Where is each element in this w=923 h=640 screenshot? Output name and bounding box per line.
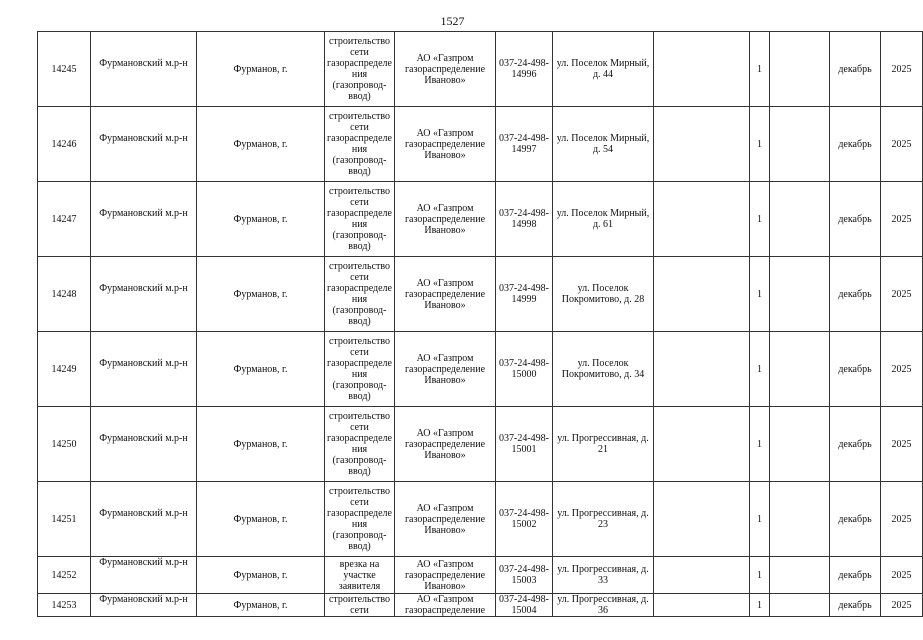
year-text: 2025 bbox=[891, 569, 912, 581]
count-text: 1 bbox=[757, 438, 762, 450]
settlement-text: Фурманов, г. bbox=[233, 288, 288, 300]
count-text: 1 bbox=[757, 569, 762, 581]
company-cell bbox=[395, 407, 496, 482]
month-text: декабрь bbox=[838, 63, 872, 75]
district-text: Фурмановский м.р-н bbox=[99, 133, 188, 144]
address-cell bbox=[553, 182, 654, 257]
registry-code-text: 037-24-498-14997 bbox=[499, 133, 549, 155]
settlement-cell bbox=[197, 257, 325, 332]
month-text: декабрь bbox=[838, 138, 872, 150]
district-text: Фурмановский м.р-н bbox=[99, 208, 188, 219]
district-cell bbox=[91, 32, 197, 107]
row-id-cell bbox=[38, 407, 91, 482]
address-cell bbox=[553, 594, 654, 617]
work-type-text: строительство сети газораспределения (газопровод-ввод) bbox=[327, 486, 392, 552]
company-text: АО «Газпром газораспределение Иваново» bbox=[404, 52, 486, 86]
work-type-text: строительство сети газораспределения (газопровод-ввод) bbox=[327, 186, 392, 252]
address-text: ул. Прогрессивная, д. 21 bbox=[557, 433, 649, 455]
work-type-text: строительство сети газораспределения (газопровод-ввод) bbox=[327, 261, 392, 327]
registry-code-text: 037-24-498-15000 bbox=[499, 358, 549, 380]
year-text: 2025 bbox=[891, 363, 912, 375]
count-cell bbox=[750, 107, 770, 182]
district-text: Фурмановский м.р-н bbox=[99, 358, 188, 369]
address-text: ул. Прогрессивная, д. 36 bbox=[557, 594, 649, 616]
company-cell bbox=[395, 32, 496, 107]
district-text: Фурмановский м.р-н bbox=[99, 58, 188, 69]
address-text: ул. Поселок Мирный, д. 54 bbox=[556, 133, 650, 155]
address-cell bbox=[553, 257, 654, 332]
company-cell bbox=[395, 482, 496, 557]
district-cell bbox=[91, 594, 197, 617]
count-text: 1 bbox=[757, 138, 762, 150]
company-text: АО «Газпром газораспределение Иваново» bbox=[404, 558, 486, 592]
row-id-text: 14252 bbox=[51, 569, 77, 581]
table-row bbox=[38, 482, 923, 557]
company-text: АО «Газпром газораспределение Иваново» bbox=[404, 502, 486, 536]
row-id-cell bbox=[38, 257, 91, 332]
empty-cell bbox=[770, 107, 830, 182]
month-cell bbox=[830, 332, 881, 407]
table-row bbox=[38, 332, 923, 407]
month-text: декабрь bbox=[838, 569, 872, 581]
settlement-cell bbox=[197, 332, 325, 407]
registry-code-cell bbox=[496, 482, 553, 557]
count-cell bbox=[750, 407, 770, 482]
work-type-text: строительство сети газораспределения (газопровод-ввод) bbox=[327, 411, 392, 477]
company-text: АО «Газпром газораспределение Иваново» bbox=[404, 352, 486, 386]
work-type-cell bbox=[325, 594, 395, 617]
count-text: 1 bbox=[757, 513, 762, 525]
work-type-cell bbox=[325, 557, 395, 594]
row-id-cell bbox=[38, 594, 91, 617]
empty-cell bbox=[770, 257, 830, 332]
table-row bbox=[38, 32, 923, 107]
empty-cell bbox=[770, 482, 830, 557]
table-row bbox=[38, 407, 923, 482]
month-text: декабрь bbox=[838, 213, 872, 225]
month-cell bbox=[830, 594, 881, 617]
year-cell bbox=[881, 332, 923, 407]
company-text: АО «Газпром газораспределение Иваново» bbox=[404, 427, 486, 461]
registry-table bbox=[37, 31, 923, 617]
company-cell bbox=[395, 107, 496, 182]
address-text: ул. Поселок Покромитово, д. 28 bbox=[561, 283, 645, 305]
month-cell bbox=[830, 182, 881, 257]
registry-code-text: 037-24-498-14999 bbox=[499, 283, 549, 305]
company-cell bbox=[395, 332, 496, 407]
empty-cell bbox=[770, 557, 830, 594]
registry-code-text: 037-24-498-15001 bbox=[499, 433, 549, 455]
district-cell bbox=[91, 407, 197, 482]
registry-code-text: 037-24-498-15004 bbox=[499, 594, 549, 616]
district-cell bbox=[91, 182, 197, 257]
address-text: ул. Прогрессивная, д. 23 bbox=[557, 508, 649, 530]
work-type-text: строительство сети газораспределения (газопровод-ввод) bbox=[327, 336, 392, 402]
company-cell bbox=[395, 557, 496, 594]
address-cell bbox=[553, 557, 654, 594]
work-type-cell bbox=[325, 107, 395, 182]
settlement-text: Фурманов, г. bbox=[233, 569, 288, 581]
district-text: Фурмановский м.р-н bbox=[99, 594, 188, 605]
address-text: ул. Поселок Покромитово, д. 34 bbox=[561, 358, 645, 380]
row-id-cell bbox=[38, 332, 91, 407]
table-row bbox=[38, 257, 923, 332]
empty-cell bbox=[654, 32, 750, 107]
table-row bbox=[38, 557, 923, 594]
empty-cell bbox=[654, 332, 750, 407]
settlement-text: Фурманов, г. bbox=[233, 213, 288, 225]
district-cell bbox=[91, 107, 197, 182]
registry-code-cell bbox=[496, 182, 553, 257]
year-cell bbox=[881, 107, 923, 182]
work-type-text: врезка на участке заявителя bbox=[338, 558, 381, 592]
district-text: Фурмановский м.р-н bbox=[99, 283, 188, 294]
empty-cell bbox=[770, 332, 830, 407]
empty-cell bbox=[770, 594, 830, 617]
settlement-cell bbox=[197, 407, 325, 482]
empty-cell bbox=[770, 407, 830, 482]
district-text: Фурмановский м.р-н bbox=[99, 433, 188, 444]
settlement-cell bbox=[197, 107, 325, 182]
count-text: 1 bbox=[757, 63, 762, 75]
month-text: декабрь bbox=[838, 363, 872, 375]
district-cell bbox=[91, 257, 197, 332]
work-type-cell bbox=[325, 482, 395, 557]
company-text: АО «Газпром газораспределение Иваново» bbox=[404, 202, 486, 236]
row-id-text: 14250 bbox=[51, 438, 77, 450]
registry-code-cell bbox=[496, 594, 553, 617]
row-id-cell bbox=[38, 482, 91, 557]
count-cell bbox=[750, 182, 770, 257]
empty-cell bbox=[654, 557, 750, 594]
settlement-text: Фурманов, г. bbox=[233, 513, 288, 525]
settlement-cell bbox=[197, 557, 325, 594]
row-id-text: 14246 bbox=[51, 138, 77, 150]
empty-cell bbox=[654, 594, 750, 617]
registry-code-text: 037-24-498-15003 bbox=[499, 564, 549, 586]
count-text: 1 bbox=[757, 288, 762, 300]
year-cell bbox=[881, 407, 923, 482]
year-text: 2025 bbox=[891, 513, 912, 525]
empty-cell bbox=[770, 32, 830, 107]
count-cell bbox=[750, 332, 770, 407]
work-type-cell bbox=[325, 182, 395, 257]
empty-cell bbox=[654, 482, 750, 557]
empty-cell bbox=[770, 182, 830, 257]
work-type-cell bbox=[325, 332, 395, 407]
work-type-cell bbox=[325, 32, 395, 107]
month-cell bbox=[830, 407, 881, 482]
row-id-cell bbox=[38, 182, 91, 257]
year-text: 2025 bbox=[891, 138, 912, 150]
registry-code-text: 037-24-498-14998 bbox=[499, 208, 549, 230]
address-cell bbox=[553, 407, 654, 482]
row-id-text: 14249 bbox=[51, 363, 77, 375]
settlement-cell bbox=[197, 594, 325, 617]
settlement-cell bbox=[197, 32, 325, 107]
empty-cell bbox=[654, 107, 750, 182]
registry-code-cell bbox=[496, 557, 553, 594]
year-text: 2025 bbox=[891, 63, 912, 75]
settlement-text: Фурманов, г. bbox=[233, 63, 288, 75]
work-type-text: строительство сети газораспределения (газопровод-ввод) bbox=[327, 111, 392, 177]
year-cell bbox=[881, 557, 923, 594]
address-text: ул. Поселок Мирный, д. 44 bbox=[556, 58, 650, 80]
row-id-text: 14247 bbox=[51, 213, 77, 225]
registry-code-cell bbox=[496, 32, 553, 107]
company-cell bbox=[395, 594, 496, 617]
row-id-text: 14248 bbox=[51, 288, 77, 300]
empty-cell bbox=[654, 407, 750, 482]
count-text: 1 bbox=[757, 599, 762, 611]
row-id-text: 14253 bbox=[51, 599, 77, 611]
month-cell bbox=[830, 557, 881, 594]
settlement-text: Фурманов, г. bbox=[233, 438, 288, 450]
count-cell bbox=[750, 257, 770, 332]
registry-code-text: 037-24-498-15002 bbox=[499, 508, 549, 530]
address-text: ул. Поселок Мирный, д. 61 bbox=[556, 208, 650, 230]
registry-code-cell bbox=[496, 332, 553, 407]
year-text: 2025 bbox=[891, 438, 912, 450]
count-text: 1 bbox=[757, 363, 762, 375]
registry-body bbox=[38, 32, 923, 617]
row-id-cell bbox=[38, 32, 91, 107]
year-cell bbox=[881, 257, 923, 332]
month-cell bbox=[830, 257, 881, 332]
settlement-text: Фурманов, г. bbox=[233, 599, 288, 611]
registry-code-cell bbox=[496, 107, 553, 182]
table-row bbox=[38, 107, 923, 182]
district-text: Фурмановский м.р-н bbox=[99, 557, 188, 568]
company-cell bbox=[395, 257, 496, 332]
count-cell bbox=[750, 482, 770, 557]
row-id-cell bbox=[38, 557, 91, 594]
empty-cell bbox=[654, 182, 750, 257]
year-text: 2025 bbox=[891, 599, 912, 611]
month-cell bbox=[830, 32, 881, 107]
address-cell bbox=[553, 482, 654, 557]
company-cell bbox=[395, 182, 496, 257]
month-text: декабрь bbox=[838, 599, 872, 611]
table-row bbox=[38, 182, 923, 257]
month-cell bbox=[830, 107, 881, 182]
address-text: ул. Прогрессивная, д. 33 bbox=[557, 564, 649, 586]
work-type-text: строительство сети газораспределения (газопровод-ввод) bbox=[327, 36, 392, 102]
address-cell bbox=[553, 107, 654, 182]
month-text: декабрь bbox=[838, 513, 872, 525]
work-type-cell bbox=[325, 257, 395, 332]
settlement-text: Фурманов, г. bbox=[233, 138, 288, 150]
row-id-text: 14251 bbox=[51, 513, 77, 525]
registry-code-cell bbox=[496, 257, 553, 332]
district-cell bbox=[91, 557, 197, 594]
settlement-cell bbox=[197, 182, 325, 257]
settlement-cell bbox=[197, 482, 325, 557]
year-cell bbox=[881, 594, 923, 617]
company-text: АО «Газпром газораспределение Иваново» bbox=[404, 277, 486, 311]
company-text: АО «Газпром газораспределение Иваново» bbox=[404, 127, 486, 161]
year-text: 2025 bbox=[891, 288, 912, 300]
empty-cell bbox=[654, 257, 750, 332]
row-id-text: 14245 bbox=[51, 63, 77, 75]
row-id-cell bbox=[38, 107, 91, 182]
settlement-text: Фурманов, г. bbox=[233, 363, 288, 375]
district-cell bbox=[91, 482, 197, 557]
count-cell bbox=[750, 594, 770, 617]
count-text: 1 bbox=[757, 213, 762, 225]
address-cell bbox=[553, 32, 654, 107]
registry-code-text: 037-24-498-14996 bbox=[499, 58, 549, 80]
district-cell bbox=[91, 332, 197, 407]
month-cell bbox=[830, 482, 881, 557]
work-type-cell bbox=[325, 407, 395, 482]
year-cell bbox=[881, 182, 923, 257]
count-cell bbox=[750, 557, 770, 594]
page-number: 1527 bbox=[440, 14, 465, 28]
company-text: АО «Газпром газораспределение bbox=[404, 594, 486, 616]
year-text: 2025 bbox=[891, 213, 912, 225]
work-type-text: строительство сети bbox=[328, 594, 391, 616]
registry-code-cell bbox=[496, 407, 553, 482]
year-cell bbox=[881, 32, 923, 107]
table-row bbox=[38, 594, 923, 617]
year-cell bbox=[881, 482, 923, 557]
month-text: декабрь bbox=[838, 288, 872, 300]
district-text: Фурмановский м.р-н bbox=[99, 508, 188, 519]
month-text: декабрь bbox=[838, 438, 872, 450]
count-cell bbox=[750, 32, 770, 107]
address-cell bbox=[553, 332, 654, 407]
